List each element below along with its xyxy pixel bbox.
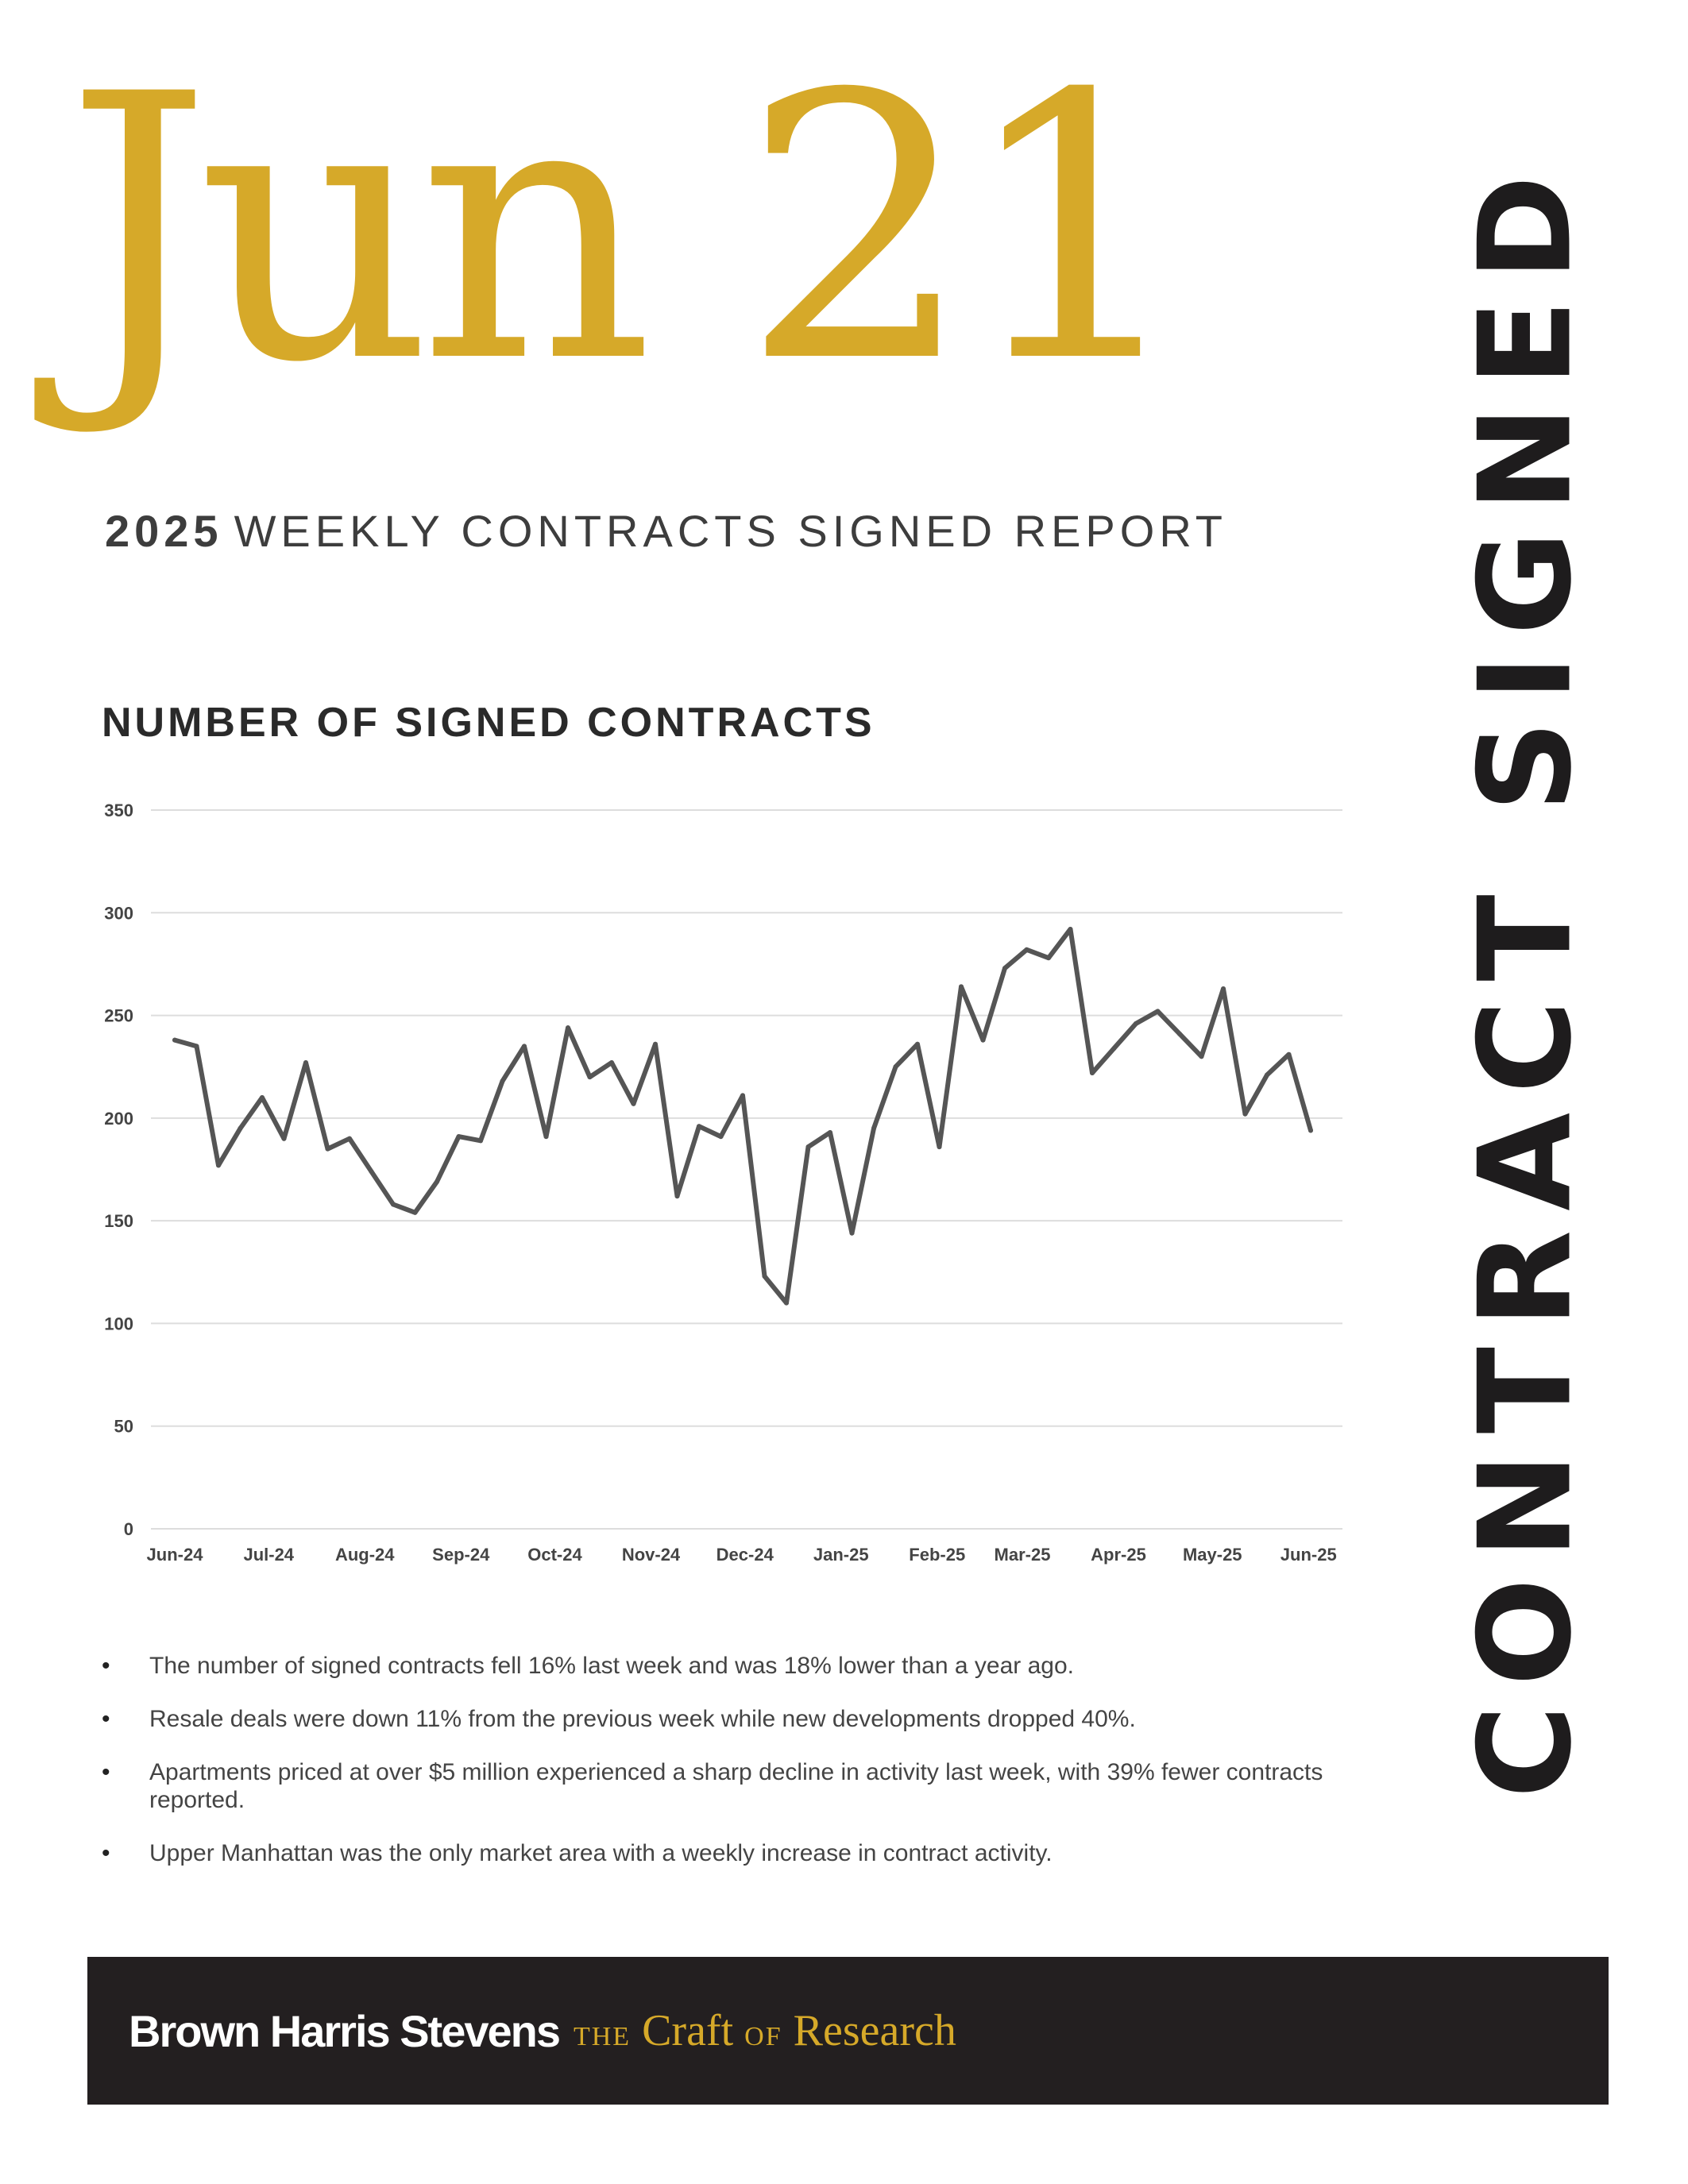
data-point bbox=[1046, 955, 1051, 960]
data-point bbox=[1025, 947, 1029, 952]
data-point bbox=[1308, 1128, 1313, 1133]
data-point bbox=[806, 1144, 811, 1149]
data-point bbox=[457, 1134, 462, 1139]
data-point bbox=[915, 1042, 920, 1047]
data-point bbox=[1177, 1032, 1182, 1036]
data-point bbox=[1156, 1009, 1161, 1013]
data-point bbox=[1265, 1073, 1269, 1078]
data-point bbox=[1287, 1052, 1292, 1057]
data-point bbox=[435, 1179, 439, 1184]
side-label: CONTRACT SIGNED bbox=[1450, 156, 1600, 1798]
data-point bbox=[894, 1064, 898, 1069]
data-point bbox=[871, 1126, 876, 1131]
x-tick-label: Oct-24 bbox=[527, 1545, 582, 1565]
data-point bbox=[195, 1044, 199, 1048]
tagline-research: Research bbox=[793, 2006, 956, 2055]
data-point bbox=[1199, 1054, 1204, 1059]
x-tick-label: Nov-24 bbox=[621, 1545, 681, 1565]
report-year: 2025 bbox=[105, 506, 223, 556]
data-point bbox=[763, 1274, 767, 1279]
y-tick-label: 100 bbox=[104, 1314, 133, 1334]
data-point bbox=[784, 1301, 789, 1306]
data-point bbox=[391, 1202, 396, 1206]
report-title: WEEKLY CONTRACTS SIGNED REPORT bbox=[234, 506, 1227, 556]
key-points bbox=[102, 1652, 1341, 1893]
y-tick-label: 350 bbox=[104, 801, 133, 820]
data-point bbox=[675, 1194, 680, 1198]
data-point bbox=[697, 1124, 701, 1129]
data-point bbox=[632, 1102, 636, 1106]
data-point bbox=[238, 1126, 243, 1131]
data-point bbox=[369, 1169, 374, 1174]
y-tick-label: 250 bbox=[104, 1005, 133, 1026]
data-point bbox=[1002, 966, 1007, 970]
x-tick-label: Apr-25 bbox=[1091, 1545, 1146, 1565]
data-point bbox=[959, 984, 964, 989]
data-point bbox=[828, 1130, 832, 1135]
data-point bbox=[981, 1038, 986, 1043]
y-tick-label: 50 bbox=[114, 1416, 133, 1437]
data-point bbox=[260, 1095, 265, 1100]
data-point bbox=[1134, 1021, 1138, 1026]
data-point bbox=[1090, 1071, 1095, 1075]
y-tick-label: 200 bbox=[104, 1108, 133, 1129]
data-point bbox=[500, 1078, 505, 1083]
x-tick-label: May-25 bbox=[1182, 1545, 1242, 1565]
data-point bbox=[1112, 1046, 1117, 1051]
brand-tagline bbox=[574, 2005, 956, 2056]
data-point bbox=[588, 1075, 593, 1079]
data-point bbox=[653, 1042, 658, 1047]
data-point bbox=[413, 1210, 418, 1215]
data-point bbox=[1068, 927, 1073, 932]
data-point bbox=[216, 1163, 221, 1167]
data-point bbox=[1243, 1112, 1248, 1117]
data-point bbox=[850, 1231, 855, 1236]
brand-name: Brown Harris Stevens bbox=[129, 2005, 559, 2056]
tagline-the: THE bbox=[573, 2022, 632, 2051]
bullet-item: • The number of signed contracts fell 16% last week and was 18% lower than a year ago. bbox=[102, 1652, 1341, 1680]
x-tick-label: Jun-25 bbox=[1280, 1545, 1337, 1565]
data-point bbox=[937, 1144, 942, 1149]
y-tick-label: 0 bbox=[123, 1519, 133, 1539]
data-point bbox=[719, 1134, 724, 1139]
data-point bbox=[522, 1044, 527, 1048]
data-point bbox=[303, 1060, 308, 1065]
x-tick-label: Dec-24 bbox=[716, 1545, 774, 1565]
data-point bbox=[478, 1138, 483, 1143]
data-point bbox=[172, 1038, 177, 1043]
data-point bbox=[609, 1060, 614, 1065]
data-point bbox=[566, 1025, 570, 1030]
bullet-item: • Upper Manhattan was the only market area with a weekly increase in contract activity. bbox=[102, 1839, 1341, 1867]
footer-bar bbox=[87, 1957, 1609, 2105]
bullet-item: • Resale deals were down 11% from the previous week while new developments dropped 40%. bbox=[102, 1705, 1341, 1733]
x-tick-label: Jun-24 bbox=[146, 1545, 203, 1565]
data-point bbox=[326, 1147, 330, 1152]
x-tick-label: Feb-25 bbox=[909, 1545, 966, 1565]
data-point bbox=[1221, 986, 1226, 991]
x-tick-label: Jul-24 bbox=[243, 1545, 295, 1565]
x-tick-label: Sep-24 bbox=[432, 1545, 490, 1565]
contracts-series-line bbox=[175, 929, 1311, 1303]
bullet-item: • Apartments priced at over $5 million experienced a sharp decline in activity last week, with 39% fewer contracts reported. bbox=[102, 1758, 1341, 1814]
side-banner bbox=[1450, 71, 1600, 1882]
data-point bbox=[740, 1093, 745, 1098]
x-tick-label: Jan-25 bbox=[813, 1545, 869, 1565]
x-tick-label: Aug-24 bbox=[334, 1545, 395, 1565]
y-tick-label: 300 bbox=[104, 903, 133, 924]
x-tick-label: Mar-25 bbox=[994, 1545, 1051, 1565]
report-date: Jun 21 bbox=[65, 17, 1178, 442]
data-point bbox=[282, 1136, 287, 1141]
y-tick-label: 150 bbox=[104, 1211, 133, 1232]
tagline-of: OF bbox=[744, 2022, 782, 2051]
chart-title: NUMBER OF SIGNED CONTRACTS bbox=[102, 700, 875, 746]
data-point bbox=[347, 1136, 352, 1141]
tagline-craft: Craft bbox=[642, 2006, 734, 2055]
data-point bbox=[544, 1134, 549, 1139]
